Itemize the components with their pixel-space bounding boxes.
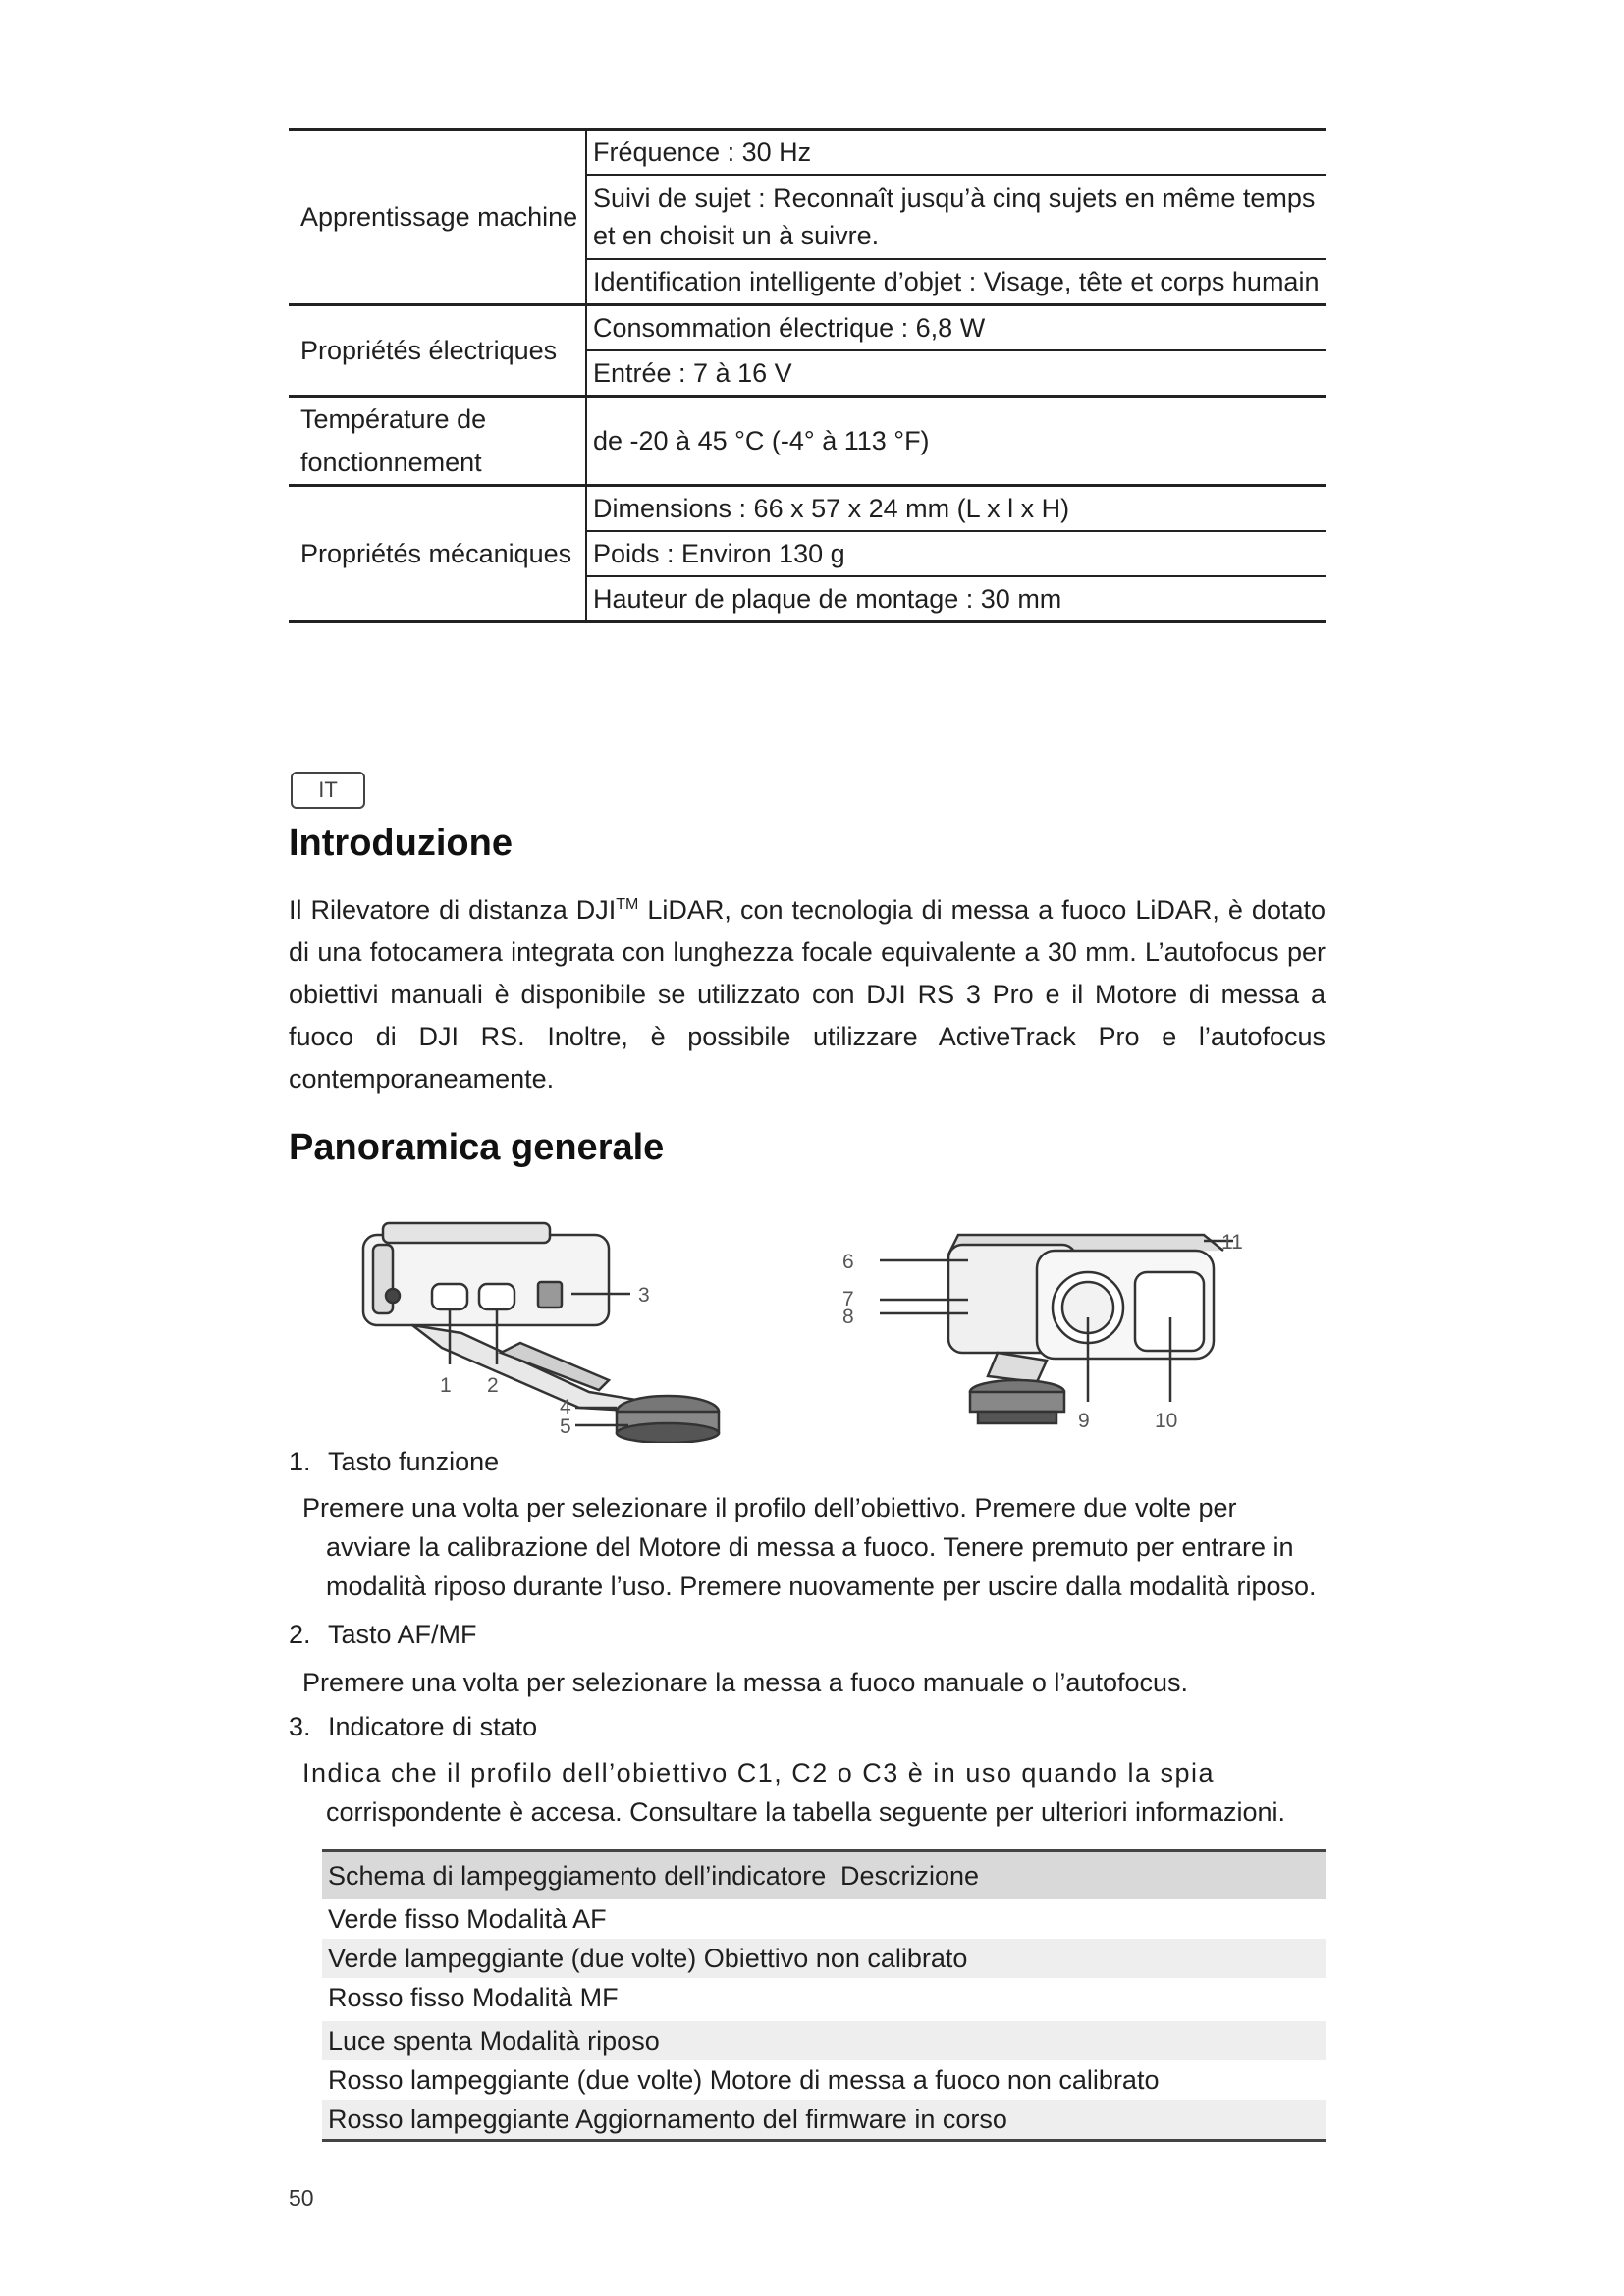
intro-heading: Introduzione <box>289 823 513 864</box>
callout-label: 1 <box>440 1374 452 1397</box>
spec-value: de -20 à 45 °C (-4° à 113 °F) <box>586 397 1326 486</box>
callout-label: 5 <box>560 1415 571 1438</box>
list-number: 1. <box>289 1447 311 1476</box>
spec-value: Entrée : 7 à 16 V <box>586 350 1326 397</box>
led-row: Rosso fisso Modalità MF <box>328 1983 619 2012</box>
list-title-text: Indicatore di stato <box>328 1712 538 1741</box>
spec-category: Propriétés mécaniques <box>289 486 586 622</box>
callout-label: 8 <box>842 1306 854 1328</box>
spec-value: Consommation électrique : 6,8 W <box>586 305 1326 351</box>
callout-label: 6 <box>842 1251 854 1273</box>
desc-first-line: Premere una volta per selezionare la messa a fuoco manuale o l’autofocus. <box>302 1668 1189 1697</box>
language-badge: IT <box>291 772 365 809</box>
callout-label: 9 <box>1078 1410 1090 1432</box>
led-header-pattern: Schema di lampeggiamento dell’indicatore <box>322 1851 835 1900</box>
list-item-description <box>302 1488 1326 1606</box>
intro-text: LiDAR, con tecnologia di messa a fuoco LiDAR, è dotato di una fotocamera integrata con lunghezza focale equivalente a 30 mm. L’autofocus per obiettivi manuali è disponibile se utilizzato con DJI RS 3 Pro e il Motore di messa a fuoco di DJI RS. Inoltre, è possibile utilizzare ActiveTrack Pro e l’autofocus contemporaneamente. <box>289 895 1326 1094</box>
overview-heading: Panoramica generale <box>289 1127 665 1168</box>
desc-continuation: corrispondente è accesa. Consultare la tabella seguente per ulteriori informazioni. <box>326 1797 1286 1827</box>
desc-continuation: avviare la calibrazione del Motore di messa a fuoco. Tenere premuto per entrare in modalità riposo durante l’uso. Premere nuovamente per uscire dalla modalità riposo. <box>326 1532 1317 1601</box>
trademark-mark: TM <box>616 896 639 913</box>
callout-label: 4 <box>560 1396 571 1418</box>
led-row: Rosso lampeggiante Aggiornamento del firmware in corso <box>322 2100 1326 2141</box>
led-row: Verde lampeggiante (due volte) Obiettivo non calibrato <box>322 1939 1326 1978</box>
page-number: 50 <box>289 2185 314 2211</box>
list-title-text: Tasto AF/MF <box>328 1620 477 1649</box>
spec-category: Propriétés électriques <box>289 305 586 397</box>
callout-label: 3 <box>638 1284 650 1307</box>
spec-value: Poids : Environ 130 g <box>586 531 1326 576</box>
spec-category: Température de fonctionnement <box>289 397 586 486</box>
spec-value: Identification intelligente d’objet : Visage, tête et corps humain <box>586 259 1326 305</box>
desc-first-line: Premere una volta per selezionare il profilo dell’obiettivo. Premere due volte per <box>302 1493 1237 1522</box>
spec-value: Suivi de sujet : Reconnaît jusqu’à cinq sujets en même temps et en choisit un à suivre. <box>586 175 1326 259</box>
list-number: 2. <box>289 1620 311 1649</box>
callout-label: 7 <box>842 1288 854 1310</box>
list-title-text: Tasto funzione <box>328 1447 500 1476</box>
led-header-description: Descrizione <box>835 1851 1326 1900</box>
callout-label: 2 <box>487 1374 499 1397</box>
led-row: Luce spenta Modalità riposo <box>322 2021 1326 2060</box>
callout-label: 11 <box>1221 1231 1243 1254</box>
spec-table <box>289 128 1326 623</box>
device-front-illustration <box>831 1215 1253 1448</box>
spec-value: Hauteur de plaque de montage : 30 mm <box>586 576 1326 622</box>
list-item-title <box>289 1447 499 1477</box>
list-item-title <box>289 1620 477 1650</box>
list-number: 3. <box>289 1712 311 1741</box>
desc-first-line: Indica che il profilo dell’obiettivo C1, C2 o C3 è in uso quando la spia <box>302 1758 1215 1788</box>
spec-value: Fréquence : 30 Hz <box>586 130 1326 176</box>
led-status-table <box>322 1849 1326 2142</box>
led-row: Rosso lampeggiante (due volte) Motore di messa a fuoco non calibrato <box>328 2065 1160 2095</box>
callout-label: 10 <box>1155 1410 1178 1432</box>
led-row: Verde fisso Modalità AF <box>328 1904 607 1934</box>
list-item-description <box>302 1753 1326 1832</box>
intro-paragraph <box>289 883 1326 1100</box>
intro-text: Il Rilevatore di distanza DJI <box>289 895 617 925</box>
device-side-illustration <box>353 1215 746 1448</box>
list-item-description <box>302 1663 1326 1702</box>
spec-category: Apprentissage machine <box>289 130 586 305</box>
list-item-title <box>289 1712 537 1742</box>
spec-value: Dimensions : 66 x 57 x 24 mm (L x l x H) <box>586 486 1326 532</box>
